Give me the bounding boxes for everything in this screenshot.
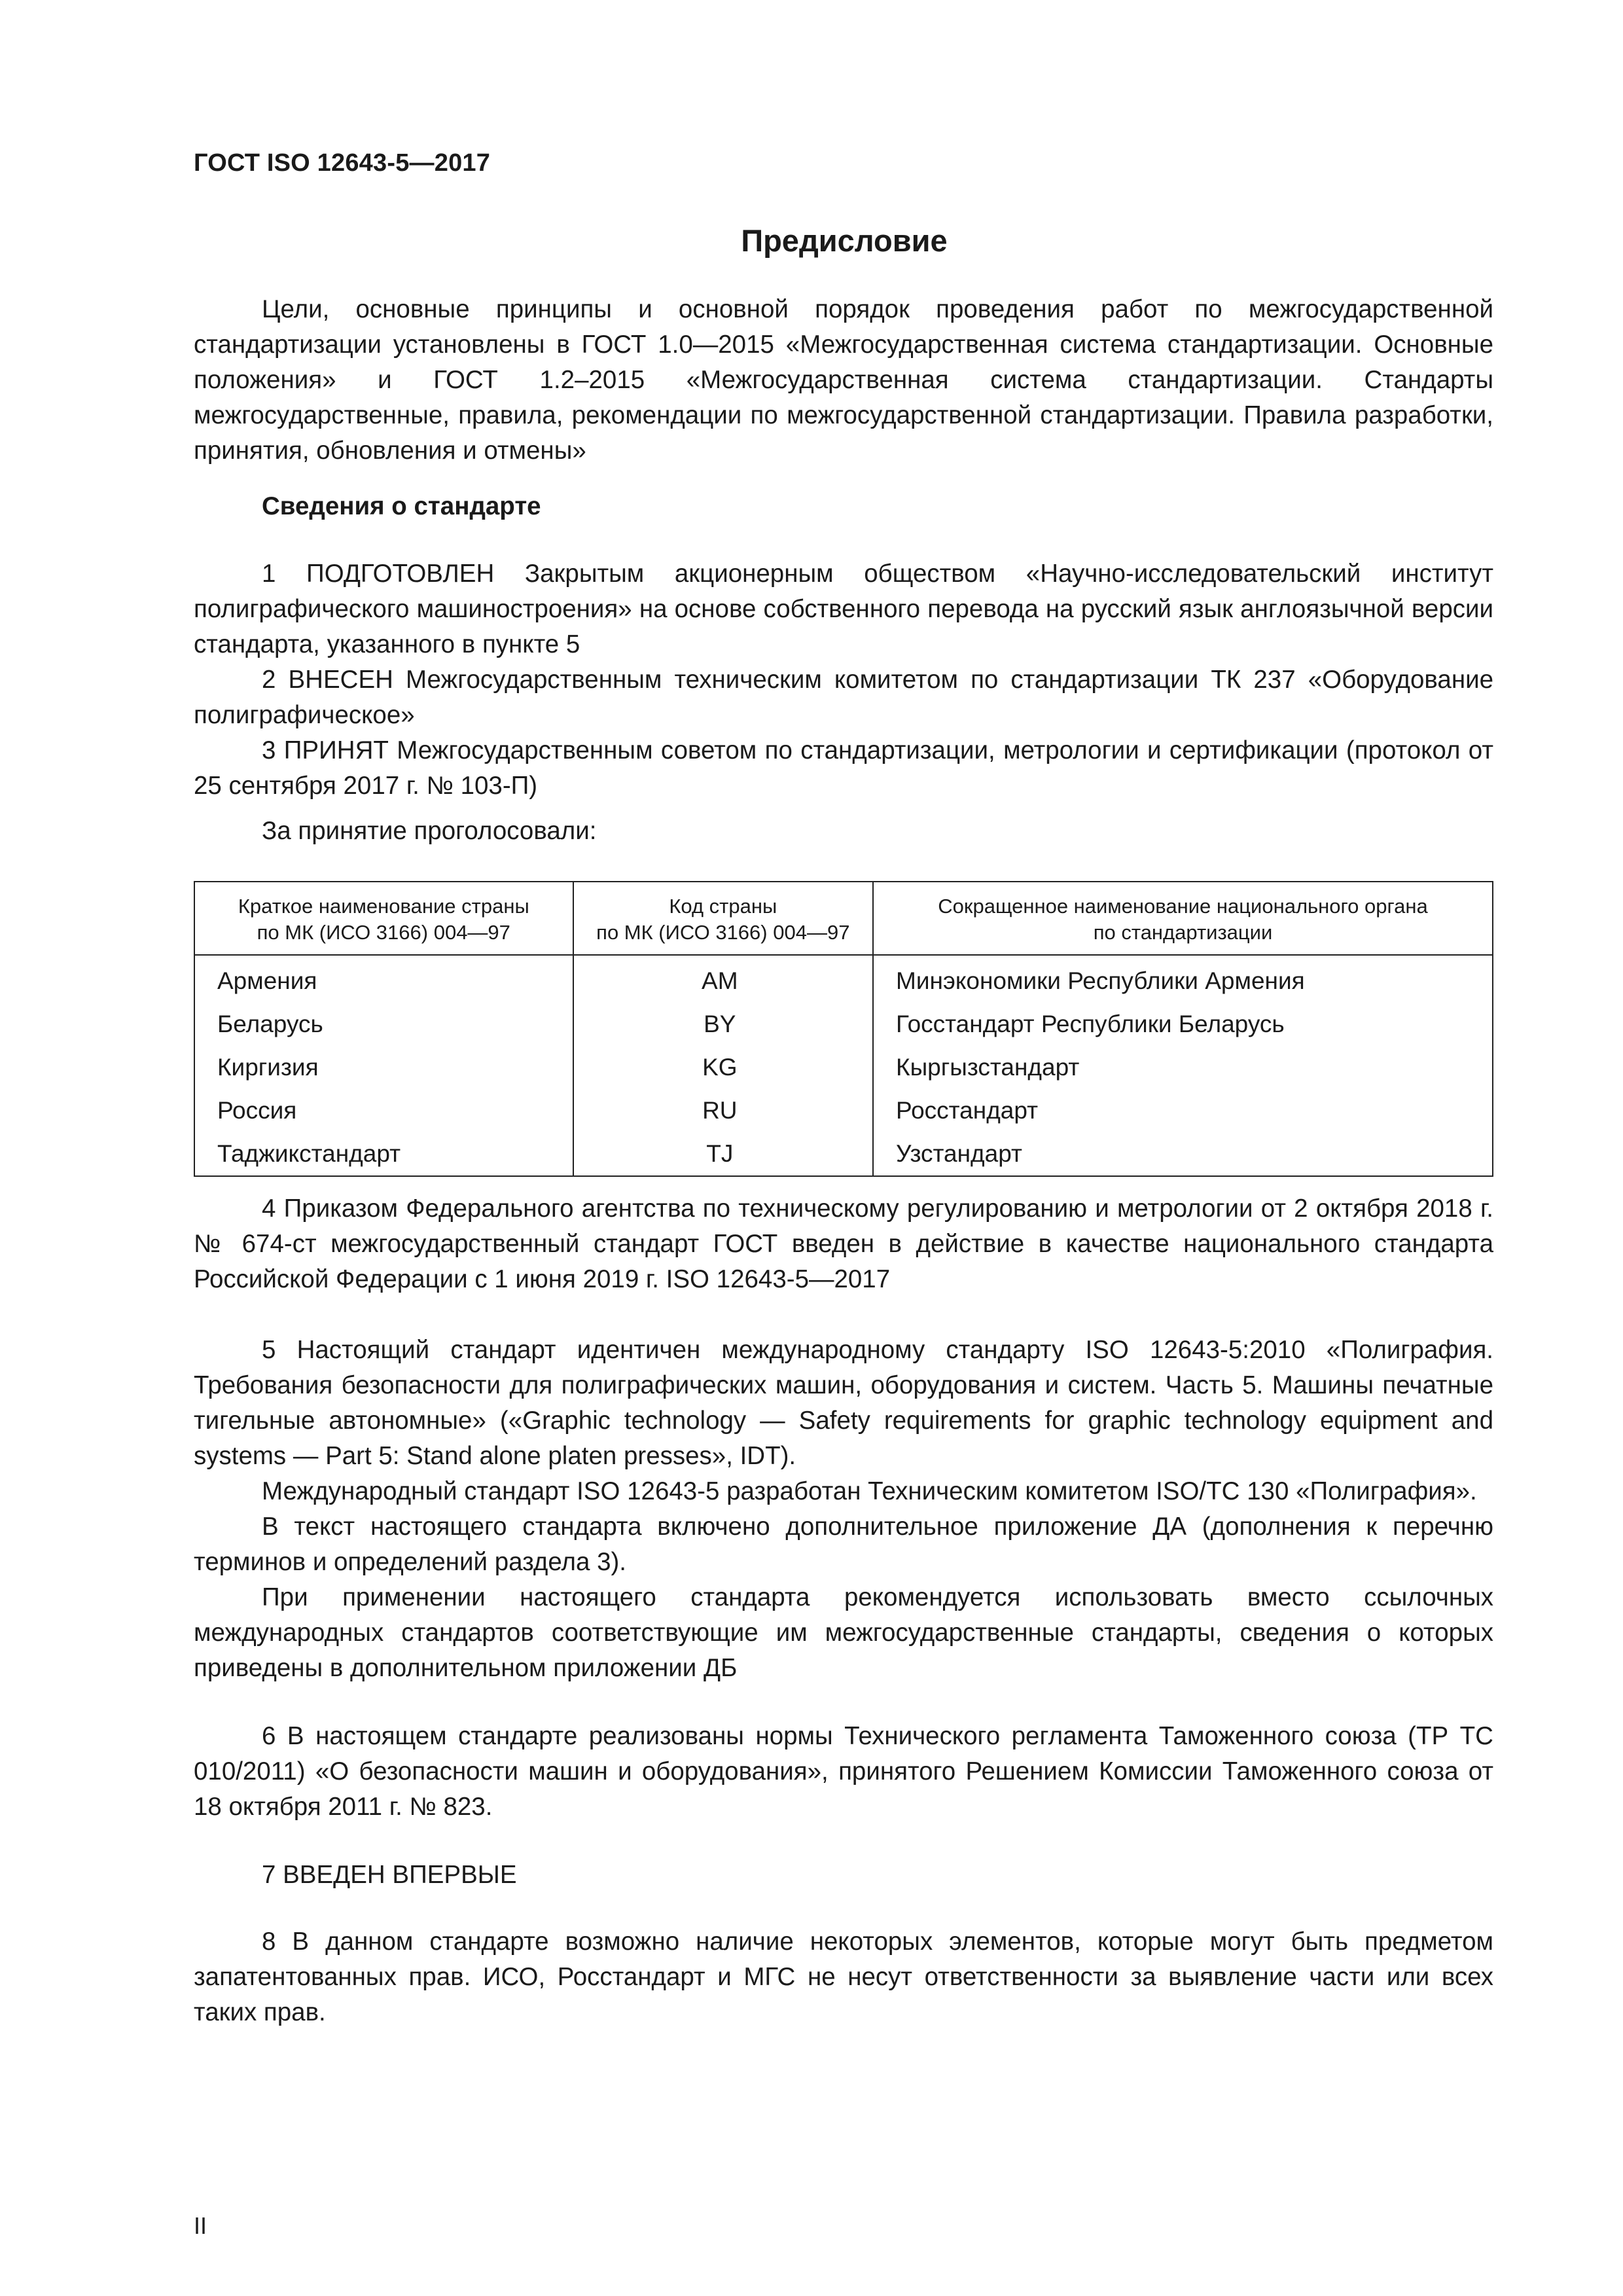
item-8-paragraph: 8 В данном стандарте возможно наличие некоторых элементов, которые могут быть предметом запатентованных прав. ИСО, Росстандарт и МГС не несут ответственности за выявление части или всех таких прав. <box>194 1928 1493 2026</box>
item-6-section <box>194 1719 1493 1825</box>
item-3-paragraph: 3 ПРИНЯТ Межгосударственным советом по стандартизации, метрологии и сертификации (протокол от 25 сентября 2017 г. № 103-П) <box>194 736 1493 800</box>
info-heading: Сведения о стандарте <box>262 492 541 520</box>
table-row <box>194 1132 1493 1176</box>
code-header-line-1: Код страны <box>669 895 777 918</box>
items-1-3-section <box>194 556 1493 804</box>
item-5-section <box>194 1333 1493 1686</box>
org-cell: Кыргызстандарт <box>873 1046 1493 1089</box>
table-row <box>194 1003 1493 1046</box>
table-header-row <box>194 882 1493 955</box>
country-header-line-1: Краткое наименование страны <box>238 895 529 918</box>
country-cell: Беларусь <box>194 1003 573 1046</box>
item-8-section <box>194 1924 1493 2030</box>
item-2-paragraph: 2 ВНЕСЕН Межгосударственным техническим комитетом по стандартизации ТК 237 «Оборудование полиграфическое» <box>194 666 1493 729</box>
code-cell: BY <box>573 1003 873 1046</box>
country-cell: Таджикстандарт <box>194 1132 573 1176</box>
country-cell: Россия <box>194 1089 573 1132</box>
country-column-header <box>194 882 573 955</box>
document-code-header: ГОСТ ISO 12643-5—2017 <box>194 149 491 177</box>
country-header-line-2: по МК (ИСО 3166) 004—97 <box>257 921 510 944</box>
org-cell: Узстандарт <box>873 1132 1493 1176</box>
org-header-line-1: Сокращенное наименование национального органа <box>938 895 1428 918</box>
intro-paragraph: Цели, основные принципы и основной порядок проведения работ по межгосударственной стандартизации установлены в ГОСТ 1.0—2015 «Межгосударственная система стандартизации. Основные положения» и ГОСТ 1.2–2015 «Межгосударственная система стандартизации. Стандарты межгосударственные, правила, рекомендации по межгосударственной стандартизации. Правила разработки, принятия, обновления и отмены» <box>194 295 1493 465</box>
intro-section <box>194 292 1493 469</box>
item-5-annex-da-paragraph: В текст настоящего стандарта включено дополнительное приложение ДА (дополнения к перечню терминов и определений раздела 3). <box>194 1513 1493 1576</box>
code-cell: RU <box>573 1089 873 1132</box>
item-4-paragraph: 4 Приказом Федерального агентства по техническому регулированию и метрологии от 2 октября 2018 г. № 674-ст межгосударственный стандарт ГОСТ введен в действие в качестве национального стандарта Российской Федерации с 1 июня 2019 г. ISO 12643-5—2017 <box>194 1194 1493 1293</box>
code-cell: KG <box>573 1046 873 1089</box>
page-number: II <box>194 2212 207 2239</box>
org-cell: Госстандарт Республики Беларусь <box>873 1003 1493 1046</box>
code-cell: AM <box>573 955 873 1003</box>
org-column-header <box>873 882 1493 955</box>
org-cell: Росстандарт <box>873 1089 1493 1132</box>
table-row <box>194 1046 1493 1089</box>
org-header-line-2: по стандартизации <box>1093 921 1273 944</box>
item-5-paragraph: 5 Настоящий стандарт идентичен международному стандарту ISO 12643-5:2010 «Полиграфия. Требования безопасности для полиграфических машин, оборудования и систем. Часть 5. Машины печатные тигельные автономные» («Graphic technology — Safety requirements for graphic technology equipment and systems — Part 5: Stand alone platen presses», IDT). <box>194 1336 1493 1470</box>
table-row <box>194 1089 1493 1132</box>
voting-countries-table <box>194 881 1493 1177</box>
country-cell: Армения <box>194 955 573 1003</box>
item-4-section <box>194 1191 1493 1297</box>
item-1-paragraph: 1 ПОДГОТОВЛЕН Закрытым акционерным обществом «Научно-исследовательский институт полиграфического машиностроения» на основе собственного перевода на русский язык англоязычной версии стандарта, указанного в пункте 5 <box>194 560 1493 658</box>
item-7-paragraph: 7 ВВЕДЕН ВПЕРВЫЕ <box>262 1861 517 1889</box>
page-title: Предисловие <box>741 223 948 258</box>
item-5-committee-paragraph: Международный стандарт ISO 12643-5 разработан Техническим комитетом ISO/TC 130 «Полиграфия». <box>262 1477 1477 1505</box>
org-cell: Минэкономики Республики Армения <box>873 955 1493 1003</box>
item-7-section <box>194 1857 1493 1893</box>
code-header-line-2: по МК (ИСО 3166) 004—97 <box>596 921 850 944</box>
code-column-header <box>573 882 873 955</box>
code-cell: TJ <box>573 1132 873 1176</box>
item-5-annex-db-paragraph: При применении настоящего стандарта рекомендуется использовать вместо ссылочных международных стандартов соответствующие им межгосударственные стандарты, сведения о которых приведены в дополнительном приложении ДБ <box>194 1583 1493 1682</box>
table-row <box>194 955 1493 1003</box>
country-cell: Киргизия <box>194 1046 573 1089</box>
item-6-paragraph: 6 В настоящем стандарте реализованы нормы Технического регламента Таможенного союза (ТР ТС 010/2011) «О безопасности машин и оборудования», принятого Решением Комиссии Таможенного союза от 18 октября 2011 г. № 823. <box>194 1722 1493 1821</box>
vote-label: За принятие проголосовали: <box>262 817 597 845</box>
